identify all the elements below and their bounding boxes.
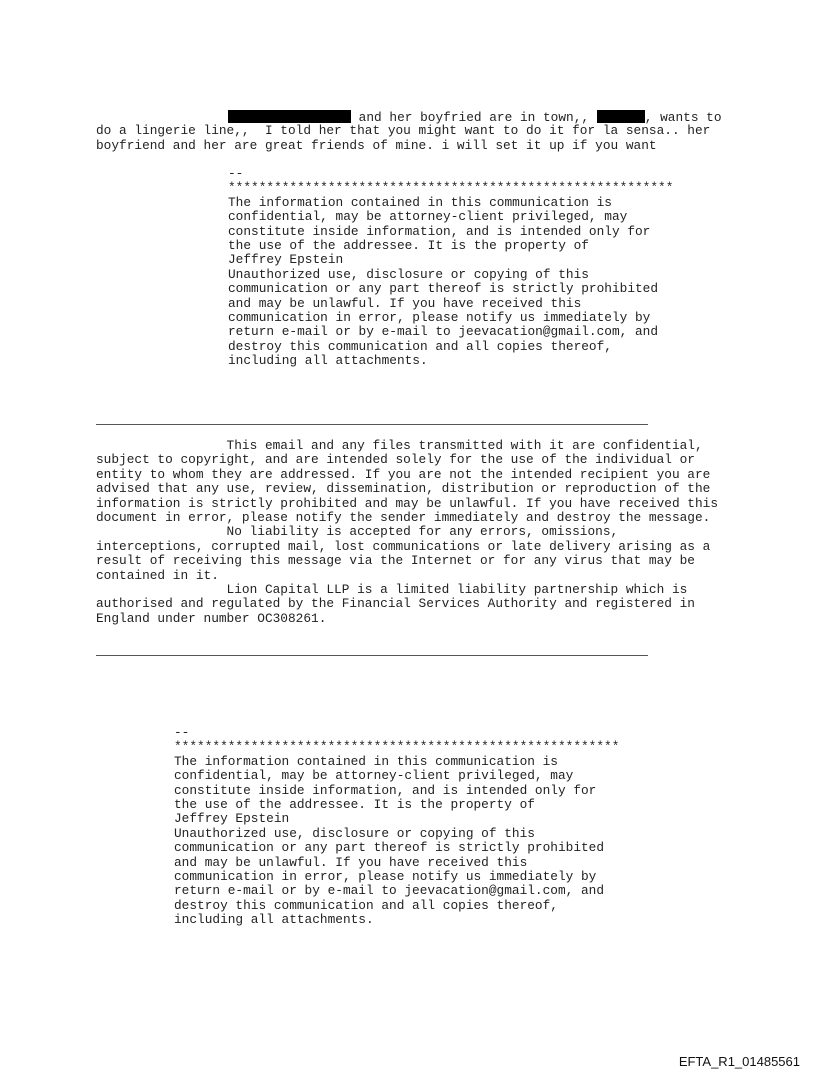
document-id: EFTA_R1_01485561	[678, 1054, 800, 1069]
signature-bottom: -- ********************************************************** The information contained in this communication is confidential, may be attorney-client privileged, may constitute inside information, and is intended only for the use of the addressee. It is the property of Jeffrey Epstein Unauthorized use, disclosure or copying of this communication or any part thereof is strictly prohibited and may be unlawful. If you have received this communication in error, please notify us immediately by return e-mail or by e-mail to jeevacation@gmail.com, and destroy this communication and all copies thereof, including all attachments.	[174, 725, 620, 928]
divider	[96, 655, 648, 656]
message-text: , wants to	[644, 110, 722, 125]
divider	[96, 424, 648, 425]
message-body: do a lingerie line,, I told her that you might want to do it for la sensa.. her boyfriend and her are great friends of mine. i will set it up if you want	[96, 123, 711, 153]
disclaimer: This email and any files transmitted with it are confidential, subject to copyright, and are intended solely for the use of the individual or entity to whom they are addressed. If you are not the intended recipient you are advised that any use, review, dissemination, distribution or reproduction of the information is strictly prohibited and may be unlawful. If you have received this document in error, please notify the sender immediately and destroy the message. No liability is accepted for any errors, omissions, interceptions, corrupted mail, lost communications or late delivery arising as a result of receiving this message via the Internet or for any virus that may be contained in it. Lion Capital LLP is a limited liability partnership which is authorised and regulated by the Financial Services Authority and registered in England under number OC308261.	[96, 438, 719, 626]
message-text: and her boyfried are in town,,	[351, 110, 597, 125]
redaction-box	[228, 110, 351, 123]
signature-top: -- ********************************************************** The information contained in this communication is confidential, may be attorney-client privileged, may constitute inside information, and is intended only for the use of the addressee. It is the property of Jeffrey Epstein Unauthorized use, disclosure or copying of this communication or any part thereof is strictly prohibited and may be unlawful. If you have received this communication in error, please notify us immediately by return e-mail or by e-mail to jeevacation@gmail.com, and destroy this communication and all copies thereof, including all attachments.	[228, 166, 674, 369]
redaction-box	[597, 110, 645, 123]
